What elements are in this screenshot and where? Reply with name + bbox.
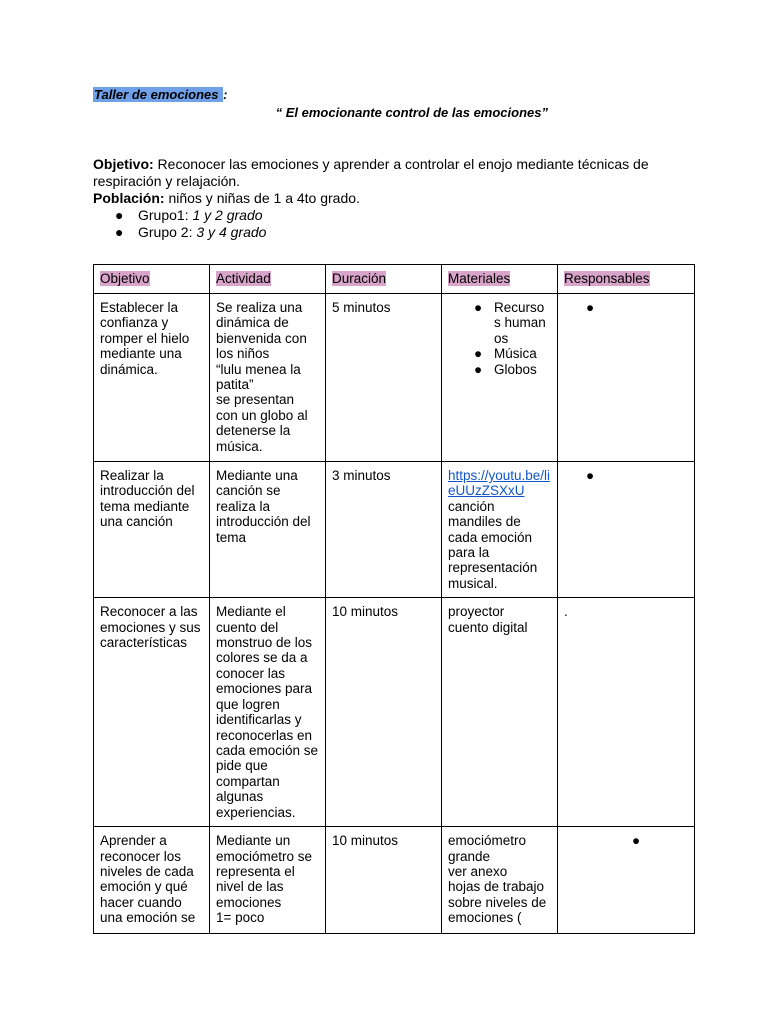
- material-line: ver anexo: [448, 864, 508, 880]
- title-highlight: Taller de emociones: [94, 87, 223, 102]
- materials-list: [448, 300, 551, 377]
- header-cell: [442, 265, 558, 294]
- activity-line: “lulu menea la patita”: [216, 361, 301, 393]
- objetivo-text: Aprender a reconocer los niveles de cada emoción y qué hacer cuando una emoción se: [100, 833, 196, 926]
- list-item: [93, 224, 693, 241]
- list-item: [448, 300, 551, 346]
- cell-objetivo: [94, 827, 210, 934]
- population-label: Población:: [93, 190, 165, 206]
- document-subtitle: [0, 105, 680, 120]
- cell-responsables: [558, 294, 695, 462]
- header-duracion: Duración: [332, 271, 387, 286]
- activity-table: [93, 264, 695, 934]
- title-colon: :: [223, 87, 228, 102]
- table-row: [94, 294, 695, 462]
- youtube-link[interactable]: https://youtu.be/lieUUzZSXxU: [448, 468, 551, 499]
- activity-line: Mediante un emociómetro se representa el nivel de las emociones: [216, 833, 313, 910]
- header-cell: [326, 265, 442, 294]
- table-row: [94, 462, 695, 598]
- cell-duracion: 5 minutos: [326, 294, 442, 462]
- objective-paragraph: [93, 156, 693, 190]
- group-label: Grupo 2:: [138, 224, 197, 240]
- cell-duracion: 3 minutos: [326, 462, 442, 598]
- activity-wrap: [216, 833, 319, 925]
- group-grade: 1 y 2 grado: [192, 207, 263, 223]
- header-materiales: Materiales: [448, 271, 511, 286]
- material-line: proyector: [448, 604, 505, 620]
- bullet-icon: ●: [474, 346, 483, 362]
- document-title: [93, 87, 227, 102]
- bullet-icon: ●: [115, 207, 124, 223]
- activity-line: Mediante el cuento del monstruo de los colores se da a conocer las emociones para que logren identificarlas y reconocerlas en cada emoción se pide que compartan algunas experiencias.: [216, 604, 319, 820]
- subtitle-text: “ El emocionante control de las emociones”: [275, 105, 548, 120]
- cell-objetivo: Establecer la confianza y romper el hielo mediante una dinámica.: [94, 294, 210, 462]
- bullet-icon: ●: [115, 224, 124, 240]
- list-item: [448, 362, 551, 377]
- cell-responsables: .: [558, 598, 695, 827]
- cell-responsables: [558, 827, 695, 934]
- group-list: [93, 207, 693, 241]
- bullet-icon: ●: [586, 468, 595, 483]
- cell-duracion: 10 minutos: [326, 598, 442, 827]
- population-text: niños y niñas de 1 a 4to grado.: [164, 190, 360, 206]
- list-item: [448, 346, 551, 361]
- header-cell: [94, 265, 210, 294]
- material-line: hojas de trabajo sobre niveles de emociones (: [448, 879, 547, 926]
- group-grade: 3 y 4 grado: [196, 224, 267, 240]
- bullet-icon: ●: [474, 361, 483, 377]
- cell-actividad: [210, 462, 326, 598]
- activity-line: 1= poco: [216, 910, 265, 926]
- table-header-row: [94, 265, 695, 294]
- objective-label: Objetivo:: [93, 156, 154, 172]
- table-row: [94, 827, 695, 934]
- objective-text: Reconocer las emociones y aprender a controlar el enojo mediante técnicas de respiración y relajación.: [93, 156, 649, 189]
- header-actividad: Actividad: [216, 271, 271, 286]
- cell-objetivo: Reconocer a las emociones y sus características: [94, 598, 210, 827]
- cell-materiales: [442, 827, 558, 934]
- population-paragraph: [93, 190, 693, 207]
- material-text: canción mandiles de cada emoción para la representación musical.: [448, 498, 538, 591]
- activity-line: Mediante una canción se realiza la introducción del tema: [216, 468, 311, 545]
- list-item: [93, 207, 693, 224]
- group-label: Grupo1:: [138, 207, 193, 223]
- cell-materiales: [442, 462, 558, 598]
- bullet-icon: ●: [474, 300, 483, 315]
- cell-actividad: [210, 294, 326, 462]
- material-item: Globos: [494, 361, 537, 377]
- cell-actividad: [210, 598, 326, 827]
- header-objetivo: Objetivo: [100, 271, 150, 286]
- header-cell: [210, 265, 326, 294]
- header-responsables: Responsables: [564, 271, 650, 286]
- cell-objetivo: Realizar la introducción del tema mediante una canción: [94, 462, 210, 598]
- cell-duracion: 10 minutos: [326, 827, 442, 934]
- materials-wrap: [448, 833, 551, 925]
- material-item: Música: [494, 346, 537, 362]
- material-item: Recursos humanos: [494, 300, 546, 346]
- bullet-icon: ●: [586, 300, 595, 315]
- material-line: emociómetro grande: [448, 833, 527, 864]
- intro-section: [93, 156, 693, 241]
- cell-materiales: [442, 294, 558, 462]
- material-line: cuento digital: [448, 619, 528, 635]
- activity-line: Se realiza una dinámica de bienvenida con los niños: [216, 300, 307, 362]
- cell-materiales: [442, 598, 558, 827]
- cell-actividad: [210, 827, 326, 934]
- header-cell: [558, 265, 695, 294]
- bullet-icon: ●: [632, 833, 641, 849]
- cell-responsables: [558, 462, 695, 598]
- table-row: [94, 598, 695, 827]
- activity-line: se presentan con un globo al detenerse la música.: [216, 392, 308, 454]
